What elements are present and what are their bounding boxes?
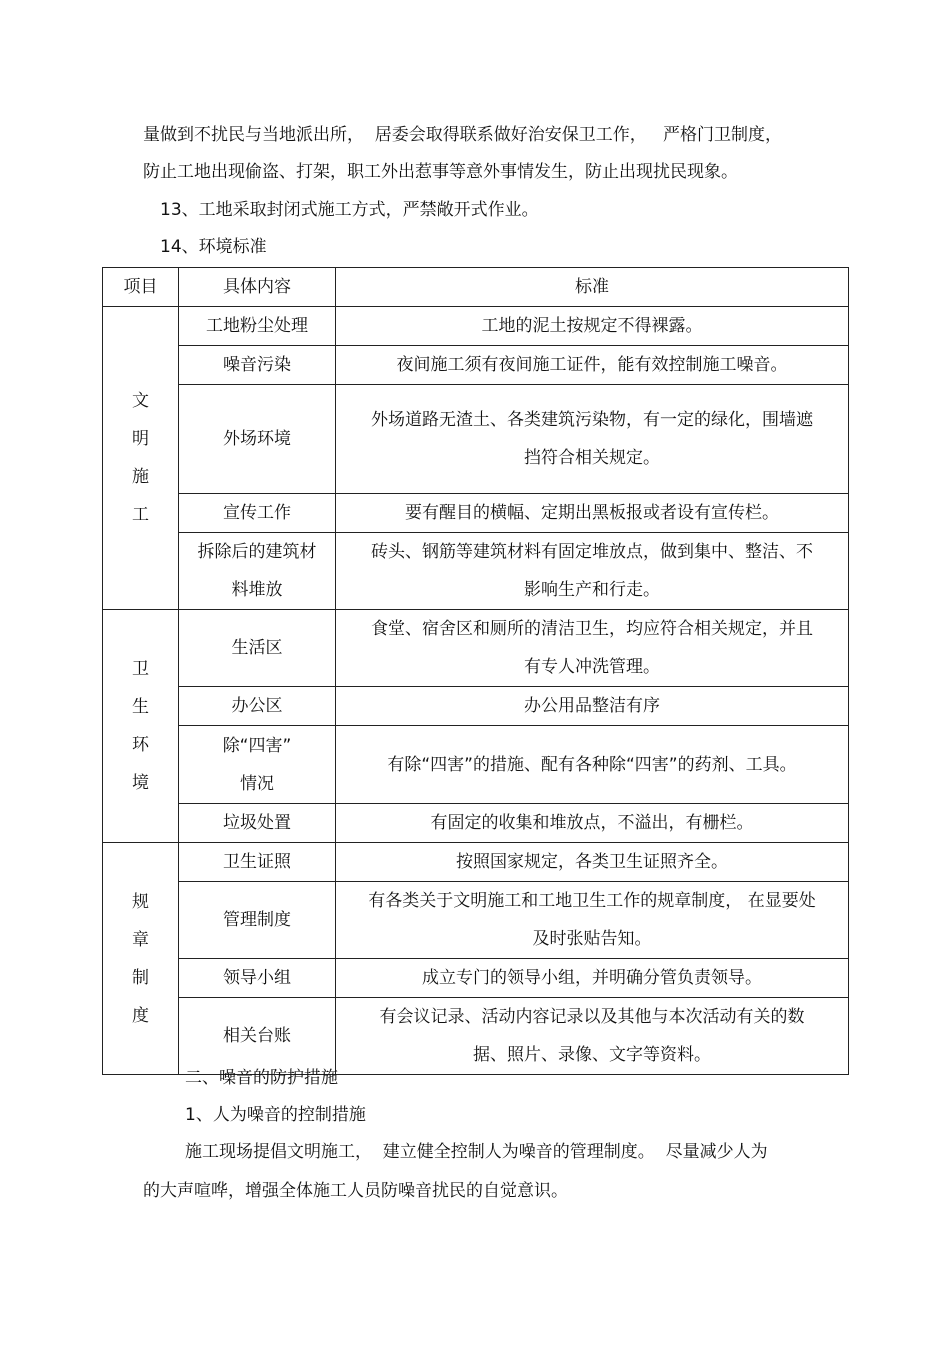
text-line: 13、工地采取封闭式施工方式，严禁敞开式作业。 (160, 200, 539, 220)
standard-cell: 按照国家规定，各类卫生证照齐全。 (336, 843, 849, 882)
header-cell: 具体内容 (179, 268, 336, 307)
standard-cell: 办公用品整洁有序 (336, 687, 849, 726)
item-cell: 除“四害” 情况 (179, 726, 336, 804)
standard-cell: 有除“四害”的措施、配有各种除“四害”的药剂、工具。 (336, 726, 849, 804)
item-cell: 工地粉尘处理 (179, 307, 336, 346)
standard-cell: 有固定的收集和堆放点，不溢出，有栅栏。 (336, 804, 849, 843)
item-cell: 领导小组 (179, 959, 336, 998)
group-cell (103, 610, 179, 843)
group-cell (103, 307, 179, 610)
text-line: 量做到不扰民与当地派出所， 居委会取得联系做好治安保卫工作， 严格门卫制度， (143, 125, 783, 145)
group-cell (103, 843, 179, 1075)
header-cell: 项目 (103, 268, 179, 307)
item-cell: 管理制度 (179, 882, 336, 959)
text-line: 的大声喧哗，增强全体施工人员防噪音扰民的自觉意识。 (143, 1181, 568, 1201)
header-cell: 标准 (336, 268, 849, 307)
standard-cell: 夜间施工须有夜间施工证件，能有效控制施工噪音。 (336, 346, 849, 385)
item-cell: 相关台账 (179, 998, 336, 1075)
standard-cell: 要有醒目的横幅、定期出黑板报或者设有宣传栏。 (336, 494, 849, 533)
section-heading: 二、噪音的防护措施 (185, 1068, 338, 1088)
standard-cell: 有各类关于文明施工和工地卫生工作的规章制度， 在显要处 及时张贴告知。 (336, 882, 849, 959)
group-label: 规章制度 (132, 891, 149, 1026)
standard-cell: 有会议记录、活动内容记录以及其他与本次活动有关的数 据、照片、录像、文字等资料。 (336, 998, 849, 1075)
group-label: 卫生环境 (132, 659, 149, 793)
standard-cell: 工地的泥土按规定不得裸露。 (336, 307, 849, 346)
item-cell: 拆除后的建筑材 料堆放 (179, 533, 336, 610)
standard-cell: 外场道路无渣土、各类建筑污染物，有一定的绿化，围墙遮 挡符合相关规定。 (336, 385, 849, 494)
text-line: 施工现场提倡文明施工， 建立健全控制人为噪音的管理制度。 尽量减少人为 (185, 1142, 768, 1162)
item-cell: 噪音污染 (179, 346, 336, 385)
item-cell: 垃圾处置 (179, 804, 336, 843)
item-cell: 生活区 (179, 610, 336, 687)
standard-cell: 砖头、钢筋等建筑材料有固定堆放点，做到集中、整洁、不 影响生产和行走。 (336, 533, 849, 610)
item-cell: 外场环境 (179, 385, 336, 494)
text-line: 防止工地出现偷盗、打架，职工外出惹事等意外事情发生，防止出现扰民现象。 (143, 162, 738, 182)
text-line: 14、环境标准 (160, 237, 267, 257)
standard-cell: 食堂、宿舍区和厕所的清洁卫生，均应符合相关规定，并且 有专人冲洗管理。 (336, 610, 849, 687)
item-cell: 办公区 (179, 687, 336, 726)
item-cell: 卫生证照 (179, 843, 336, 882)
group-label: 文明施工 (132, 391, 149, 525)
item-cell: 宣传工作 (179, 494, 336, 533)
environment-standard-table (102, 267, 849, 1075)
subsection-heading: 1、人为噪音的控制措施 (185, 1105, 366, 1125)
standard-cell: 成立专门的领导小组，并明确分管负责领导。 (336, 959, 849, 998)
